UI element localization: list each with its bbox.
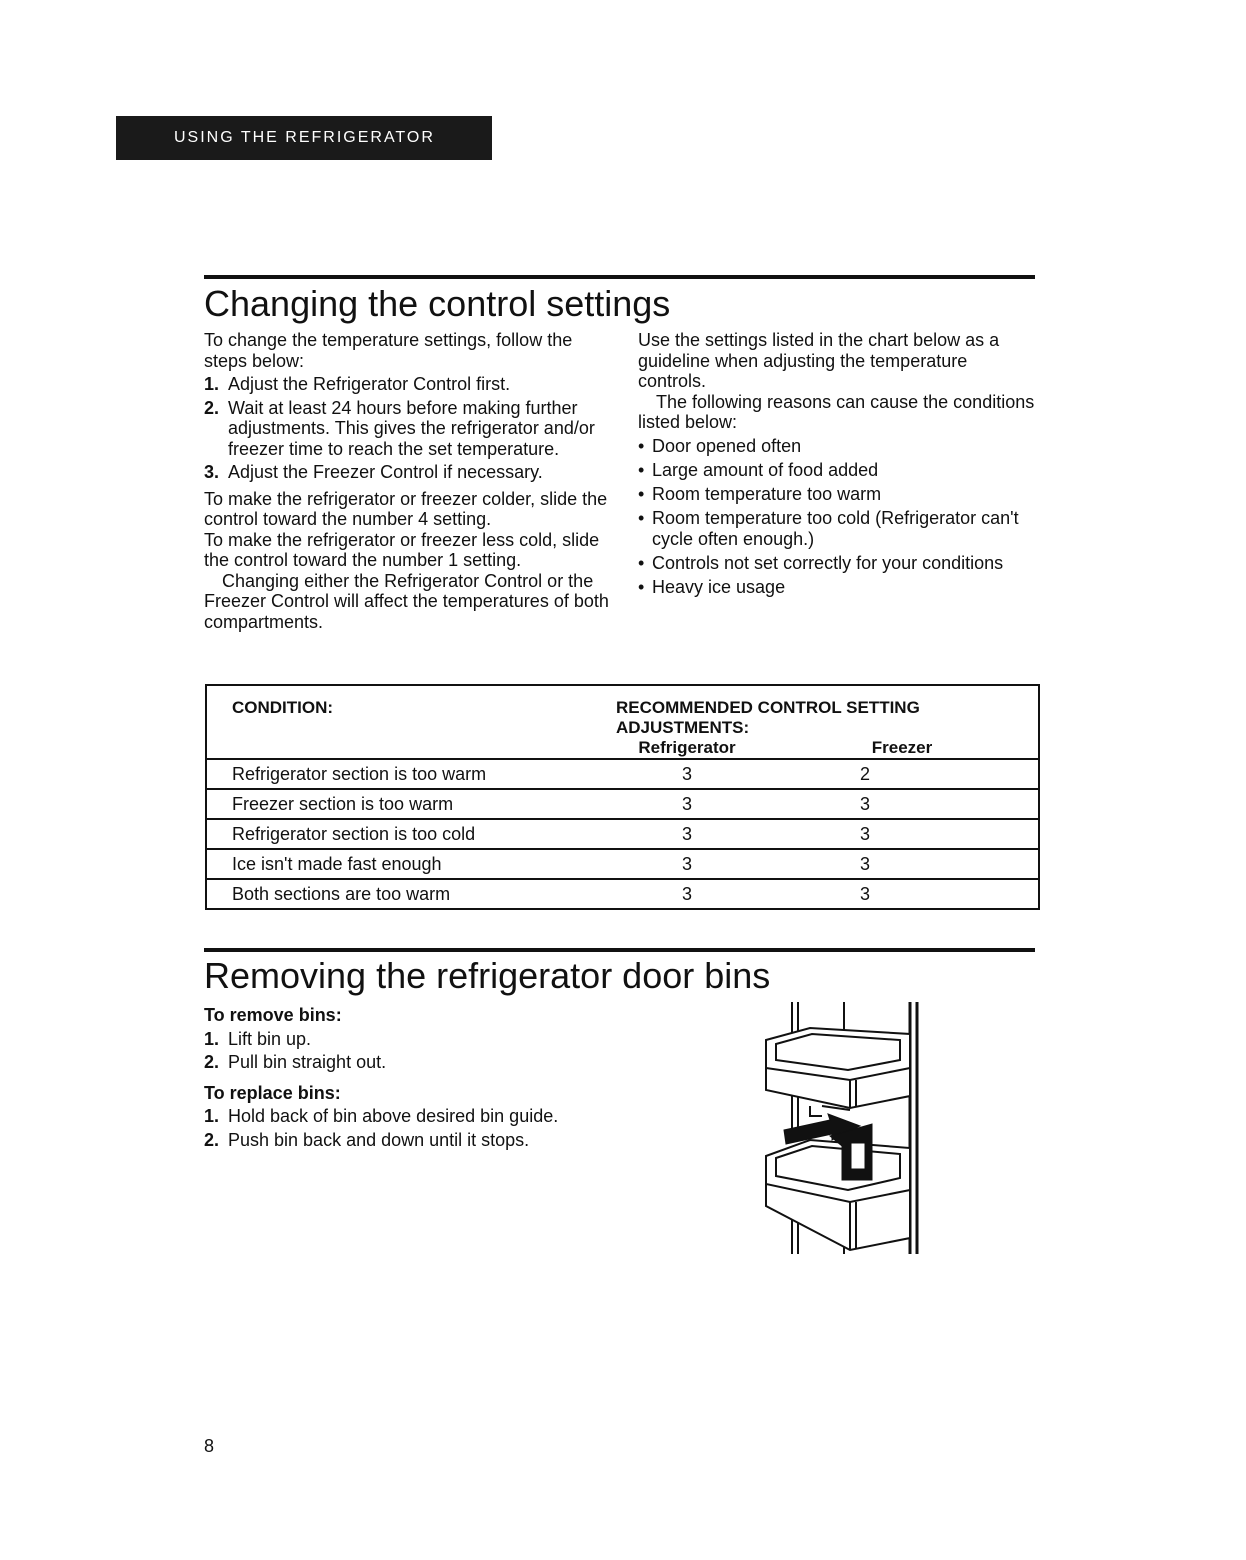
recommended-header-label: RECOMMENDED CONTROL SETTING ADJUSTMENTS: xyxy=(616,698,920,737)
remove-bins-heading: To remove bins: xyxy=(204,1005,342,1025)
step-item xyxy=(204,398,610,460)
page-number: 8 xyxy=(204,1436,215,1456)
freezer-cell: 2 xyxy=(812,759,1039,789)
control-settings-table xyxy=(205,684,1040,910)
reason-item: • Door opened often xyxy=(638,436,1038,457)
reasons-intro-text: The following reasons can cause the conditions listed below: xyxy=(638,391,1035,432)
condition-cell: Ice isn't made fast enough xyxy=(206,849,562,879)
reason-item: • Heavy ice usage xyxy=(638,577,1038,598)
replace-step-item xyxy=(204,1130,684,1151)
step-text: Pull bin straight out. xyxy=(228,1052,387,1072)
replace-steps-list xyxy=(204,1106,684,1150)
freezer-cell: 3 xyxy=(812,879,1039,909)
table-header-row xyxy=(206,685,1039,759)
step-number: 1. xyxy=(204,1028,220,1049)
refrigerator-cell: 3 xyxy=(562,879,812,909)
remove-steps-list xyxy=(204,1029,684,1073)
recommended-header xyxy=(562,685,1039,759)
step-text: Push bin back and down until it stops. xyxy=(228,1129,530,1150)
refrigerator-cell: 3 xyxy=(562,849,812,879)
door-bin-illustration xyxy=(760,998,925,1260)
remove-step-item xyxy=(204,1052,684,1073)
reason-item: • Controls not set correctly for your conditions xyxy=(638,553,1038,574)
guideline-text: Use the settings listed in the chart below as a guideline when adjusting the temperature controls. xyxy=(638,330,1000,391)
condition-header xyxy=(206,685,562,759)
condition-cell: Refrigerator section is too cold xyxy=(206,819,562,849)
remove-step-item xyxy=(204,1029,684,1050)
section1-title: Changing the control settings xyxy=(204,283,671,324)
table-row xyxy=(206,849,1039,879)
step-item xyxy=(204,462,610,483)
step-text: Adjust the Refrigerator Control first. xyxy=(228,374,511,394)
section1-rule xyxy=(204,275,1035,279)
table-row xyxy=(206,759,1039,789)
step-text: Wait at least 24 hours before making further adjustments. This gives the refrigerator and/or freezer time to reach the set temperature. xyxy=(228,397,595,459)
table-row xyxy=(206,819,1039,849)
both-compartments-text: Changing either the Refrigerator Control or the Freezer Control will affect the temperatures of both compartments. xyxy=(204,570,609,632)
freezer-cell: 3 xyxy=(812,789,1039,819)
less-cold-text: To make the refrigerator or freezer less cold, slide the control toward the number 1 setting. xyxy=(204,529,600,570)
section1-left-column xyxy=(204,330,610,632)
step-number: 2. xyxy=(204,397,220,418)
reason-item: • Room temperature too cold (Refrigerator can't cycle often enough.) xyxy=(638,508,1038,549)
refrigerator-cell: 3 xyxy=(562,819,812,849)
colder-text: To make the refrigerator or freezer colder, slide the control toward the number 4 setting. xyxy=(204,488,608,529)
reasons-list xyxy=(638,436,1038,597)
refrigerator-cell: 3 xyxy=(562,789,812,819)
condition-cell: Freezer section is too warm xyxy=(206,789,562,819)
replace-step-item xyxy=(204,1106,684,1127)
intro-text: To change the temperature settings, follow the steps below: xyxy=(204,330,573,371)
section-header-bar xyxy=(116,116,492,160)
replace-bins-heading: To replace bins: xyxy=(204,1082,341,1103)
step-text: Lift bin up. xyxy=(228,1028,312,1049)
table-row xyxy=(206,879,1039,909)
freezer-cell: 3 xyxy=(812,819,1039,849)
condition-header-label: CONDITION: xyxy=(232,698,334,717)
section2-rule xyxy=(204,948,1035,952)
steps-list xyxy=(204,374,610,483)
condition-cell: Both sections are too warm xyxy=(206,879,562,909)
section-header-label: USING THE REFRIGERATOR xyxy=(174,129,435,146)
reason-item: • Room temperature too warm xyxy=(638,484,1038,505)
step-text: Adjust the Freezer Control if necessary. xyxy=(228,462,543,482)
reason-item: • Large amount of food added xyxy=(638,460,1038,481)
freezer-header: Freezer xyxy=(871,738,933,757)
table-row xyxy=(206,789,1039,819)
step-number: 3. xyxy=(204,462,220,482)
step-number: 1. xyxy=(204,1106,220,1126)
section1-right-column xyxy=(638,330,1038,601)
condition-cell: Refrigerator section is too warm xyxy=(206,759,562,789)
step-item xyxy=(204,374,610,395)
step-text: Hold back of bin above desired bin guide. xyxy=(228,1106,559,1126)
step-number: 2. xyxy=(204,1129,220,1150)
freezer-cell: 3 xyxy=(812,849,1039,879)
subheader-row xyxy=(562,738,1038,758)
step-number: 1. xyxy=(204,374,220,394)
step-number: 2. xyxy=(204,1052,220,1072)
refrigerator-cell: 3 xyxy=(562,759,812,789)
section2-instructions xyxy=(204,1005,684,1153)
section2-title: Removing the refrigerator door bins xyxy=(204,955,771,996)
refrigerator-header: Refrigerator xyxy=(638,738,736,757)
